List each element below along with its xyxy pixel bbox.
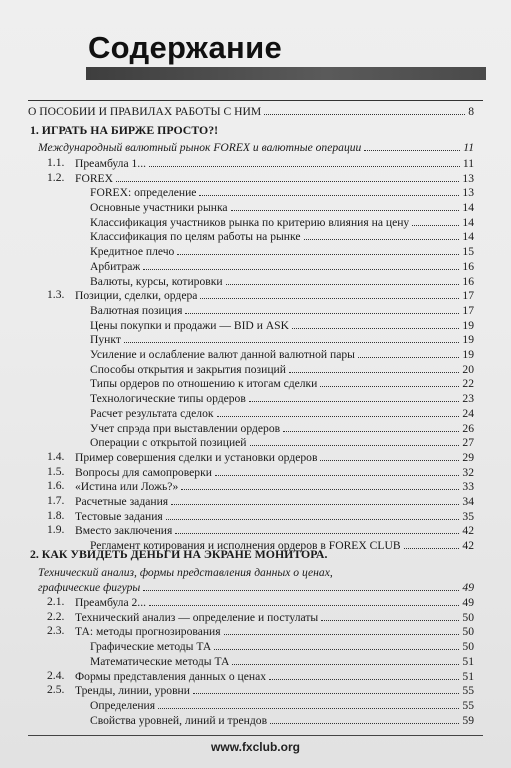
toc-section-entry	[47, 479, 474, 493]
toc-section-entry	[47, 494, 474, 508]
entry-label: Валютная позиция	[90, 304, 183, 317]
page-number: 51	[462, 655, 474, 668]
section-number: 1.9.	[47, 523, 65, 536]
page-number: 59	[462, 714, 474, 727]
entry-label: Усиление и ослабление валют данной валютной пары	[90, 348, 355, 361]
page-number: 15	[462, 245, 474, 258]
page-number: 11	[463, 141, 474, 154]
toc-subentry	[90, 185, 474, 199]
dot-leader	[185, 313, 459, 314]
toc-entry-intro	[28, 104, 474, 118]
page-number: 55	[462, 684, 474, 697]
page-number: 16	[462, 260, 474, 273]
entry-label: Регламент котирования и исполнения ордеров в FOREX CLUB	[90, 539, 401, 552]
toc-subentry	[90, 259, 474, 273]
page-number: 13	[462, 172, 474, 185]
toc-subentry	[90, 406, 474, 420]
dot-leader	[200, 298, 459, 299]
dot-leader	[143, 590, 459, 591]
entry-label: FOREX	[75, 172, 114, 185]
entry-label: Преамбула 1...	[75, 157, 147, 170]
toc-section-entry	[47, 509, 474, 523]
dot-leader	[412, 225, 459, 226]
toc-section-entry	[47, 523, 474, 537]
dot-leader	[116, 181, 459, 182]
dot-leader	[177, 254, 459, 255]
dot-leader	[250, 445, 460, 446]
section-number: 1.3.	[47, 288, 65, 301]
toc-subentry	[90, 215, 474, 229]
dot-leader	[193, 693, 459, 694]
dot-leader	[217, 416, 460, 417]
toc-subentry	[90, 713, 474, 727]
page-number: 19	[462, 333, 474, 346]
title-underline-bar	[86, 67, 486, 80]
dot-leader	[358, 357, 459, 358]
dot-leader	[215, 475, 459, 476]
page-number: 50	[462, 611, 474, 624]
entry-label: Классификация по целям работы на рынке	[90, 230, 301, 243]
toc-subentry	[90, 244, 474, 258]
chapter-1-title	[30, 123, 474, 137]
entry-label: Тестовые задания	[75, 510, 163, 523]
section-number: 1.4.	[47, 450, 65, 463]
dot-leader	[289, 372, 459, 373]
entry-label: Классификация участников рынка по критерию влияния на цену	[90, 216, 410, 229]
page-number: 49	[462, 581, 474, 594]
entry-label: Пункт	[90, 333, 121, 346]
page-number: 42	[462, 524, 474, 537]
dot-leader	[283, 431, 459, 432]
page-number: 32	[462, 466, 474, 479]
section-number: 1.6.	[47, 479, 65, 492]
entry-label: О ПОСОБИИ И ПРАВИЛАХ РАБОТЫ С НИМ	[28, 105, 262, 118]
dot-leader	[149, 605, 459, 606]
entry-label: ТА: методы прогнозирования	[75, 625, 221, 638]
entry-label: 1. ИГРАТЬ НА БИРЖЕ ПРОСТО?!	[30, 124, 219, 137]
entry-label: Цены покупки и продажи — BID и ASK	[90, 319, 289, 332]
page-number: 42	[462, 539, 474, 552]
toc-subentry	[90, 200, 474, 214]
entry-label: Математические методы ТА	[90, 655, 230, 668]
page-number: 23	[462, 392, 474, 405]
toc-subentry	[90, 391, 474, 405]
section-number: 1.7.	[47, 494, 65, 507]
page-number: 50	[462, 625, 474, 638]
toc-section-entry	[47, 465, 474, 479]
entry-label: Арбитраж	[90, 260, 141, 273]
toc-subentry	[90, 347, 474, 361]
entry-label: Преамбула 2...	[75, 596, 147, 609]
entry-label: Технологические типы ордеров	[90, 392, 246, 405]
page-number: 19	[462, 348, 474, 361]
entry-label: Международный валютный рынок FOREX и валютные операции	[38, 141, 362, 154]
dot-leader	[224, 634, 460, 635]
page-number: 14	[462, 216, 474, 229]
toc-section-entry	[47, 171, 474, 185]
toc-subentry	[90, 698, 474, 712]
dot-leader	[231, 210, 460, 211]
chapter-2-title	[30, 547, 474, 561]
page-number: 27	[462, 436, 474, 449]
page-number: 14	[462, 230, 474, 243]
toc-section-entry	[47, 595, 474, 609]
entry-label: Определения	[90, 699, 156, 712]
toc-subentry	[90, 332, 474, 346]
page-number: 20	[462, 363, 474, 376]
entry-label: Основные участники рынка	[90, 201, 228, 214]
entry-label: Типы ордеров по отношению к итогам сделки	[90, 377, 318, 390]
entry-label: Формы представления данных о ценах	[75, 670, 267, 683]
chapter-2-subtitle-line2	[38, 580, 474, 594]
page-number: 13	[462, 186, 474, 199]
dot-leader	[158, 708, 459, 709]
section-number: 1.5.	[47, 465, 65, 478]
toc-subentry	[90, 229, 474, 243]
page-number: 16	[462, 275, 474, 288]
dot-leader	[321, 620, 459, 621]
toc-subentry	[90, 318, 474, 332]
entry-label: 2. КАК УВИДЕТЬ ДЕНЬГИ НА ЭКРАНЕ МОНИТОРА.	[30, 548, 328, 561]
footer-url: www.fxclub.org	[211, 740, 300, 754]
dot-leader	[175, 533, 459, 534]
page-number: 49	[462, 596, 474, 609]
toc-subentry	[90, 639, 474, 653]
page-number: 11	[462, 157, 474, 170]
dot-leader	[226, 284, 460, 285]
dot-leader	[124, 342, 459, 343]
entry-label: Операции с открытой позицией	[90, 436, 247, 449]
entry-label: Расчетные задания	[75, 495, 169, 508]
page-number: 55	[462, 699, 474, 712]
entry-label: «Истина или Ложь?»	[75, 480, 179, 493]
entry-label: Тренды, линии, уровни	[75, 684, 190, 697]
dot-leader	[166, 519, 460, 520]
toc-subentry	[90, 274, 474, 288]
dot-leader	[199, 195, 459, 196]
entry-label: Пример совершения сделки и установки ордеров	[75, 451, 318, 464]
toc-subentry	[90, 654, 474, 668]
dot-leader	[214, 649, 459, 650]
dot-leader	[320, 386, 459, 387]
dot-leader	[304, 239, 460, 240]
toc-section-entry	[47, 450, 474, 464]
page-number: 14	[462, 201, 474, 214]
page-number: 22	[462, 377, 474, 390]
toc-subentry	[90, 376, 474, 390]
page-number: 17	[462, 304, 474, 317]
entry-label: Технический анализ, формы представления данных о ценах,	[38, 566, 333, 579]
dot-leader	[181, 489, 459, 490]
page-number: 33	[462, 480, 474, 493]
dot-leader	[269, 679, 459, 680]
entry-label: Свойства уровней, линий и трендов	[90, 714, 268, 727]
section-number: 2.3.	[47, 624, 65, 637]
entry-label: Кредитное плечо	[90, 245, 175, 258]
page-number: 17	[462, 289, 474, 302]
page-number: 50	[462, 640, 474, 653]
dot-leader	[364, 150, 460, 151]
entry-label: Валюты, курсы, котировки	[90, 275, 223, 288]
entry-label: Способы открытия и закрытия позиций	[90, 363, 286, 376]
toc-section-entry	[47, 624, 474, 638]
dot-leader	[232, 664, 459, 665]
dot-leader	[249, 401, 460, 402]
section-number: 2.1.	[47, 595, 65, 608]
chapter-2-subtitle-line1	[38, 565, 474, 579]
section-number: 2.5.	[47, 683, 65, 696]
entry-label: FOREX: определение	[90, 186, 197, 199]
page-number: 34	[462, 495, 474, 508]
entry-label: Графические методы ТА	[90, 640, 212, 653]
entry-label: Технический анализ — определение и постулаты	[75, 611, 319, 624]
dot-leader	[270, 723, 459, 724]
entry-label: Вместо заключения	[75, 524, 173, 537]
dot-leader	[149, 166, 460, 167]
section-number: 1.1.	[47, 156, 65, 169]
page-number: 51	[462, 670, 474, 683]
entry-label: графические фигуры	[38, 581, 141, 594]
entry-label: Позиции, сделки, ордера	[75, 289, 198, 302]
entry-label: Учет спрэда при выставлении ордеров	[90, 422, 281, 435]
section-number: 2.4.	[47, 669, 65, 682]
dot-leader	[171, 504, 459, 505]
chapter-1-subtitle	[38, 140, 474, 154]
page-title: Содержание	[88, 30, 282, 65]
entry-label: Вопросы для самопроверки	[75, 466, 212, 479]
toc-section-entry	[47, 669, 474, 683]
dot-leader	[264, 114, 465, 115]
toc-section-entry	[47, 156, 474, 170]
section-number: 1.8.	[47, 509, 65, 522]
toc-subentry	[90, 303, 474, 317]
page-number: 24	[462, 407, 474, 420]
footer-rule	[28, 735, 483, 736]
section-number: 1.2.	[47, 171, 65, 184]
section-number: 2.2.	[47, 610, 65, 623]
page-number: 35	[462, 510, 474, 523]
top-rule	[28, 100, 483, 101]
page-number: 8	[468, 105, 474, 118]
page-number: 29	[462, 451, 474, 464]
toc-section-entry	[47, 610, 474, 624]
page-number: 19	[462, 319, 474, 332]
toc-section-entry	[47, 683, 474, 697]
page-number: 26	[462, 422, 474, 435]
toc-subentry	[90, 435, 474, 449]
dot-leader	[292, 328, 459, 329]
dot-leader	[143, 269, 459, 270]
toc-subentry	[90, 362, 474, 376]
toc-subentry	[90, 421, 474, 435]
dot-leader	[320, 460, 459, 461]
toc-section-entry	[47, 288, 474, 302]
entry-label: Расчет результата сделок	[90, 407, 214, 420]
